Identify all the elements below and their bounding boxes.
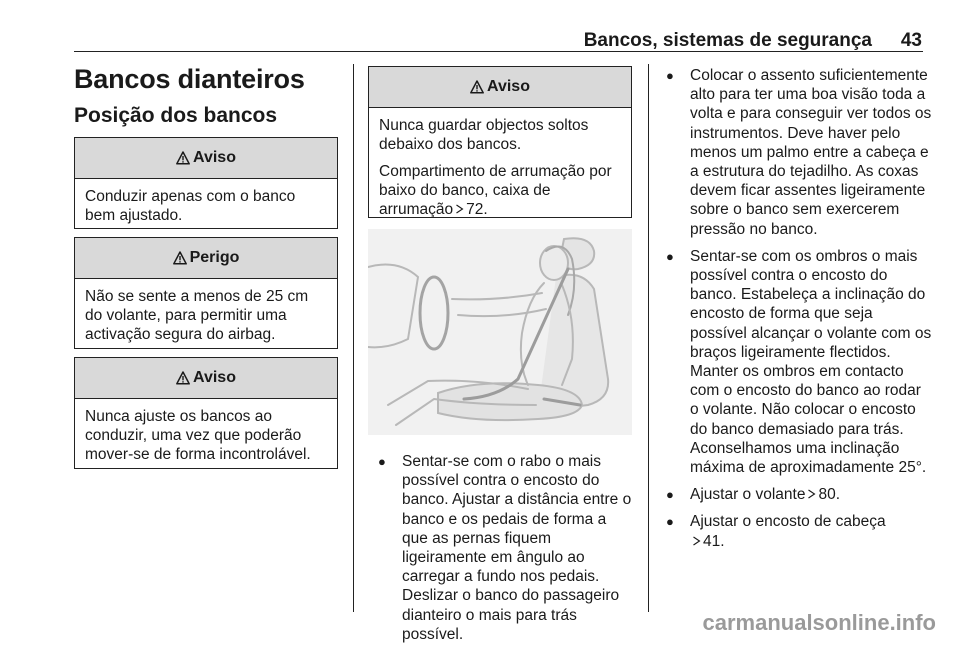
bullet-marker: ● (666, 514, 674, 530)
list-item-text: Sentar-se com o rabo o mais possível contra o encosto do banco. Ajustar a distância entre o banco e os pedais de forma a que as pernas fiquem ligeiramente em ângulo ao carregar a fundo nos pedais. Deslizar o banco do passageiro dianteiro o mais para trás possível. (402, 453, 632, 643)
right-bullet-list (666, 66, 932, 559)
list-item-text: Colocar o assento suficientemente alto para ter uma boa visão toda a volta e para conseguir ver todos os instrumentos. Deve haver pelo menos um palmo entre a cabeça e a estrutura do tejadilho. As coxas devem ficar assentes ligeiramente sobre o banco sem exercerem pressão no banco. (690, 67, 932, 238)
warning-triangle-icon (176, 151, 190, 165)
list-item-text: Ajustar o volante (690, 486, 806, 504)
danger-text: Não se sente a menos de 25 cm do volante, para permitir uma activação segura do airbag. (85, 288, 309, 343)
list-item-text-with-ref (690, 485, 932, 504)
watermark: carmanualsonline.info (702, 610, 936, 635)
column-divider-left (353, 64, 354, 612)
warning-triangle-icon (176, 371, 190, 385)
list-item (666, 66, 932, 239)
warning-text: Nunca guardar objectos soltos debaixo dos bancos. (379, 117, 589, 153)
warning-box (74, 357, 338, 469)
list-item-text-with-ref (690, 512, 932, 550)
list-item (666, 247, 932, 477)
column-divider-right (648, 64, 649, 612)
warning-text-ref (379, 162, 621, 219)
warning-text: Conduzir apenas com o banco bem ajustado. (85, 188, 296, 224)
bullet-marker: ● (666, 248, 674, 264)
page-reference-arrow-icon (455, 204, 464, 214)
list-item (666, 485, 932, 504)
section-title: Bancos dianteiros (74, 64, 305, 94)
bullet-marker: ● (378, 454, 386, 469)
page-reference-arrow-icon (807, 489, 816, 499)
danger-label: Perigo (189, 249, 240, 266)
warning-box-header (75, 138, 337, 179)
warning-label: Aviso (487, 78, 530, 95)
section-subtitle: Posição dos bancos (74, 104, 278, 127)
warning-label: Aviso (193, 369, 236, 386)
page-reference: 80. (818, 486, 841, 504)
page-reference: 72. (466, 201, 488, 218)
list-item-text: Ajustar o encosto de cabeça (690, 513, 886, 531)
bullet-marker: ● (666, 68, 674, 83)
warning-box-header (369, 67, 631, 108)
warning-box (74, 137, 338, 229)
page-number: 43 (900, 30, 922, 51)
warning-box-header (75, 358, 337, 399)
danger-box-header (75, 238, 337, 279)
warning-text: Compartimento de arrumação por baixo do banco, caixa de arrumação (379, 163, 612, 218)
list-item (378, 452, 636, 644)
warning-triangle-icon (173, 251, 187, 265)
header-rule (74, 51, 923, 52)
page-reference: 41. (703, 532, 725, 550)
list-item (666, 512, 932, 550)
middle-bullet-list (378, 452, 636, 652)
warning-label: Aviso (193, 149, 236, 166)
warning-text: Nunca ajuste os bancos ao conduzir, uma vez que poderão mover-se de forma incontrolável. (85, 408, 311, 463)
running-header: Bancos, sistemas de segurança (583, 30, 872, 51)
danger-box (74, 237, 338, 349)
driver-seat-illustration (368, 229, 632, 435)
page-reference-arrow-icon (692, 536, 701, 546)
bullet-marker: ● (666, 487, 674, 503)
list-item-text: Sentar-se com os ombros o mais possível contra o encosto do banco. Estabeleça a inclinação do encosto de forma que seja possível alcançar o volante com os braços ligeiramente flectidos. Manter os ombros em contacto com o encosto do banco ao rodar o volante. Não colocar o encosto do banco demasiado para trás. Aconselhamos uma inclinação máxima de aproximadamente 25°. (690, 247, 932, 477)
warning-triangle-icon (470, 80, 484, 94)
warning-box (368, 66, 632, 218)
